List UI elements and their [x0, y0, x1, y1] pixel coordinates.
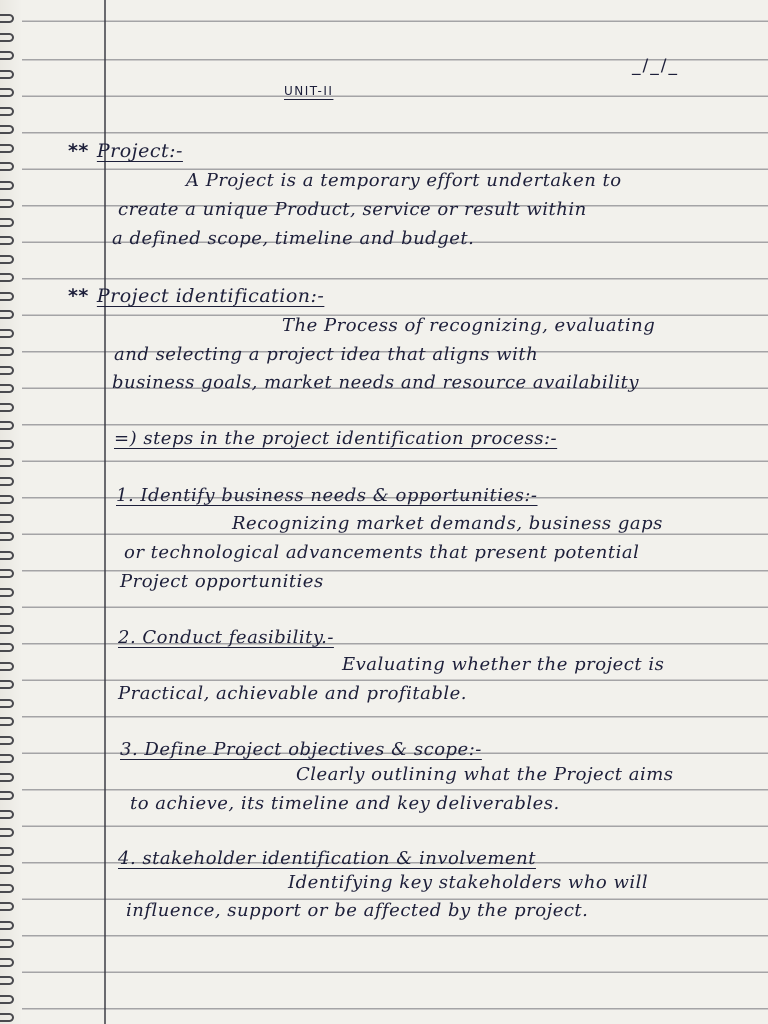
spiral-ring: [0, 532, 14, 541]
spiral-ring: [0, 754, 14, 763]
spiral-ring: [0, 606, 14, 615]
spiral-ring: [0, 717, 14, 726]
spiral-ring: [0, 51, 14, 60]
step-1-line-3: Project opportunities: [120, 571, 324, 592]
step-1-line-2: or technological advancements that present potential: [124, 542, 640, 563]
spiral-ring: [0, 310, 14, 319]
spiral-ring: [0, 218, 14, 227]
spiral-ring: [0, 440, 14, 449]
unit-title: UNIT-II: [284, 84, 334, 98]
step-4-title: 4. stakeholder identification & involvement: [118, 848, 536, 869]
spiral-ring: [0, 255, 14, 264]
spiral-ring: [0, 847, 14, 856]
project-heading: Project:-: [96, 140, 183, 162]
project-line-1: A Project is a temporary effort undertaken to: [186, 170, 622, 191]
spiral-ring: [0, 551, 14, 560]
project-line-2: create a unique Product, service or result within: [118, 199, 587, 220]
spiral-ring: [0, 995, 14, 1004]
spiral-ring: [0, 421, 14, 430]
spiral-ring: [0, 680, 14, 689]
spiral-ring: [0, 403, 14, 412]
spiral-ring: [0, 773, 14, 782]
spiral-ring: [0, 33, 14, 42]
spiral-ring: [0, 699, 14, 708]
spiral-ring: [0, 236, 14, 245]
spiral-ring: [0, 736, 14, 745]
step-1-title: 1. Identify business needs & opportunities:-: [116, 485, 538, 506]
step-3-title: 3. Define Project objectives & scope:-: [120, 739, 482, 760]
identification-line-1: The Process of recognizing, evaluating: [282, 315, 656, 336]
identification-line-3: business goals, market needs and resource availability: [112, 372, 640, 393]
spiral-ring: [0, 125, 14, 134]
bullet-stars: **: [68, 285, 89, 307]
date-field: _/_/_: [632, 56, 679, 76]
project-line-3: a defined scope, timeline and budget.: [112, 228, 475, 249]
step-2-line-2: Practical, achievable and profitable.: [118, 683, 467, 704]
identification-heading: Project identification:-: [96, 285, 325, 307]
step-4-line-1: Identifying key stakeholders who will: [288, 872, 649, 893]
spiral-ring: [0, 514, 14, 523]
step-2-line-1: Evaluating whether the project is: [342, 654, 665, 675]
spiral-ring: [0, 162, 14, 171]
spiral-ring: [0, 865, 14, 874]
spiral-ring: [0, 329, 14, 338]
spiral-ring: [0, 588, 14, 597]
spiral-ring: [0, 902, 14, 911]
identification-heading-row: [68, 285, 324, 307]
spiral-ring: [0, 88, 14, 97]
spiral-ring: [0, 828, 14, 837]
spiral-ring: [0, 273, 14, 282]
spiral-ring: [0, 458, 14, 467]
steps-heading: =) steps in the project identification process:-: [114, 428, 558, 449]
spiral-binding: [0, 0, 22, 1024]
spiral-ring: [0, 643, 14, 652]
spiral-ring: [0, 569, 14, 578]
spiral-ring: [0, 791, 14, 800]
spiral-ring: [0, 884, 14, 893]
spiral-ring: [0, 366, 14, 375]
spiral-ring: [0, 14, 14, 23]
step-3-line-2: to achieve, its timeline and key deliverables.: [130, 793, 560, 814]
bullet-stars: **: [68, 140, 89, 162]
spiral-ring: [0, 1013, 14, 1022]
spiral-ring: [0, 70, 14, 79]
spiral-ring: [0, 107, 14, 116]
project-heading-row: [68, 140, 183, 162]
identification-line-2: and selecting a project idea that aligns with: [114, 344, 539, 365]
spiral-ring: [0, 662, 14, 671]
step-1-line-1: Recognizing market demands, business gaps: [232, 513, 663, 534]
spiral-ring: [0, 810, 14, 819]
spiral-ring: [0, 921, 14, 930]
spiral-ring: [0, 939, 14, 948]
spiral-ring: [0, 958, 14, 967]
spiral-ring: [0, 292, 14, 301]
spiral-ring: [0, 144, 14, 153]
step-3-line-1: Clearly outlining what the Project aims: [296, 764, 674, 785]
spiral-ring: [0, 477, 14, 486]
spiral-ring: [0, 199, 14, 208]
spiral-ring: [0, 625, 14, 634]
step-4-line-2: influence, support or be affected by the project.: [126, 900, 589, 921]
spiral-ring: [0, 347, 14, 356]
spiral-ring: [0, 181, 14, 190]
spiral-ring: [0, 384, 14, 393]
step-2-title: 2. Conduct feasibility.-: [118, 627, 334, 648]
spiral-ring: [0, 976, 14, 985]
spiral-ring: [0, 495, 14, 504]
